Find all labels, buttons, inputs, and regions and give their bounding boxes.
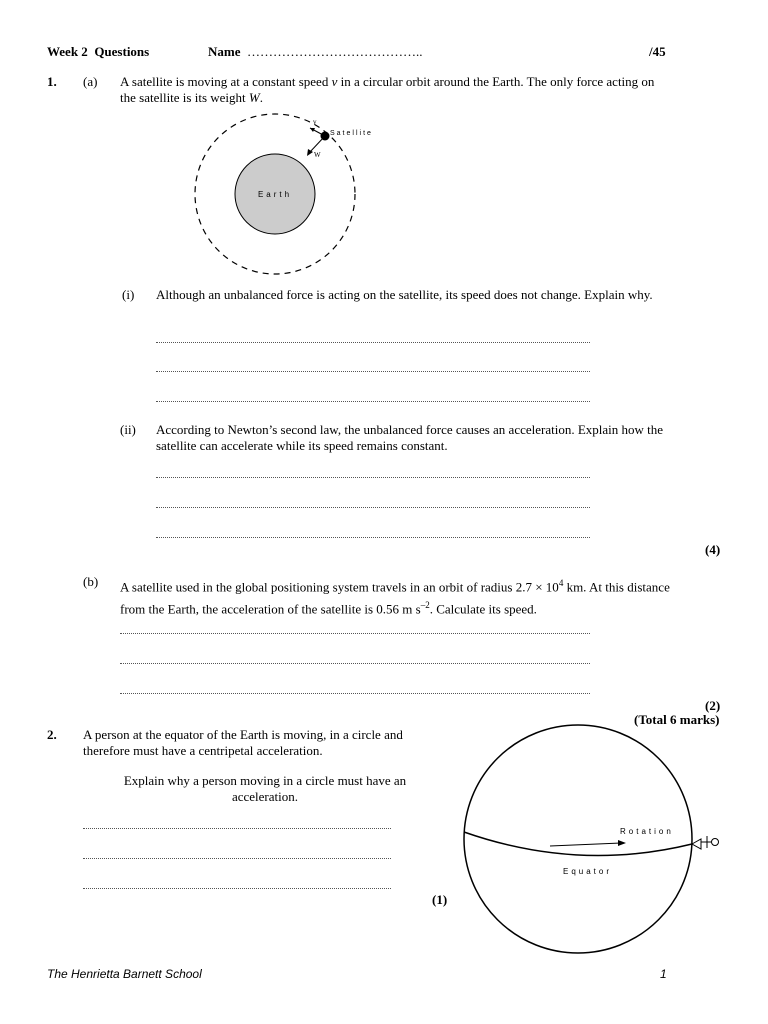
person-marker — [692, 839, 701, 849]
q1b-text — [120, 574, 680, 619]
answer-line[interactable] — [156, 477, 590, 478]
q1-total-marks: (Total 6 marks) — [634, 712, 720, 727]
q1b-text-3: . Calculate its speed. — [429, 601, 537, 617]
answer-line[interactable] — [156, 401, 590, 402]
q1a-v: v — [331, 74, 338, 89]
footer-school: The Henrietta Barnett School — [47, 967, 202, 981]
q1a-text-post: . — [259, 90, 263, 105]
q2-prompt: Explain why a person moving in a circle must have an acceleration. — [123, 773, 407, 804]
answer-line[interactable] — [83, 858, 391, 859]
week-label — [47, 44, 149, 60]
orbit-diagram — [180, 108, 380, 278]
questions-label: Questions — [94, 44, 150, 59]
name-field — [208, 44, 423, 60]
sphere-outline — [464, 725, 692, 953]
answer-line[interactable] — [156, 342, 590, 343]
rotation-arrowhead — [618, 840, 626, 846]
earth-sphere-diagram — [455, 722, 730, 962]
person-head — [712, 839, 719, 846]
equator-label: Equator — [563, 867, 613, 876]
week-number: Week 2 — [47, 44, 88, 59]
answer-line[interactable] — [83, 828, 391, 829]
total-score: /45 — [649, 44, 666, 59]
v-label: v — [313, 118, 317, 126]
answer-line[interactable] — [156, 371, 590, 372]
q1a-label: (a) — [83, 74, 98, 89]
answer-line[interactable] — [120, 663, 590, 664]
q1b-exp-2: –2 — [420, 600, 430, 611]
page-number: 1 — [660, 967, 667, 981]
q1ai-text: Although an unbalanced force is acting on the satellite, its speed does not change. Explain why. — [156, 287, 653, 302]
q2-number: 2. — [47, 727, 57, 742]
q2-text: A person at the equator of the Earth is moving, in a circle and therefore must have a centripetal acceleration. — [83, 727, 403, 758]
w-label: W — [314, 151, 321, 159]
q1ai-label: (i) — [122, 287, 135, 302]
answer-line[interactable] — [120, 693, 590, 694]
answer-line[interactable] — [156, 507, 590, 508]
q1a-marks: (4) — [705, 542, 721, 557]
q1b-text-1: A satellite used in the global positioning system travels in an orbit of radius 2.7 × 10 — [120, 579, 559, 595]
q1b-text-2: km. At this distance from the Earth, the acceleration of the satellite is 0.56 m s — [120, 579, 670, 617]
q1b-label: (b) — [83, 574, 99, 589]
answer-line[interactable] — [156, 537, 590, 538]
q1-number: 1. — [47, 74, 57, 89]
name-dots: ………………………………….. — [247, 44, 423, 59]
q1a-text-pre: A satellite is moving at a constant speed — [120, 74, 332, 89]
q2-marks: (1) — [432, 892, 448, 907]
satellite-label: Satellite — [330, 130, 373, 137]
answer-line[interactable] — [83, 888, 391, 889]
q1aii-text: According to Newton’s second law, the unbalanced force causes an acceleration. Explain how the satellite can accelerate while its speed remains constant. — [156, 422, 664, 453]
q1a-text-mid: in a circular orbit around the Earth. The only force acting on the satellite is its weight — [120, 74, 655, 105]
q1a-w: W — [248, 90, 260, 105]
rotation-arrow — [550, 843, 621, 846]
q1b-marks: (2) — [705, 698, 721, 713]
answer-line[interactable] — [120, 633, 590, 634]
q1aii-label: (ii) — [120, 422, 136, 437]
earth-label: Earth — [257, 190, 293, 199]
q1a-text — [120, 74, 660, 106]
name-label: Name — [208, 44, 241, 59]
q1b-exp-1: 4 — [558, 578, 564, 588]
rotation-label: Rotation — [620, 827, 674, 836]
